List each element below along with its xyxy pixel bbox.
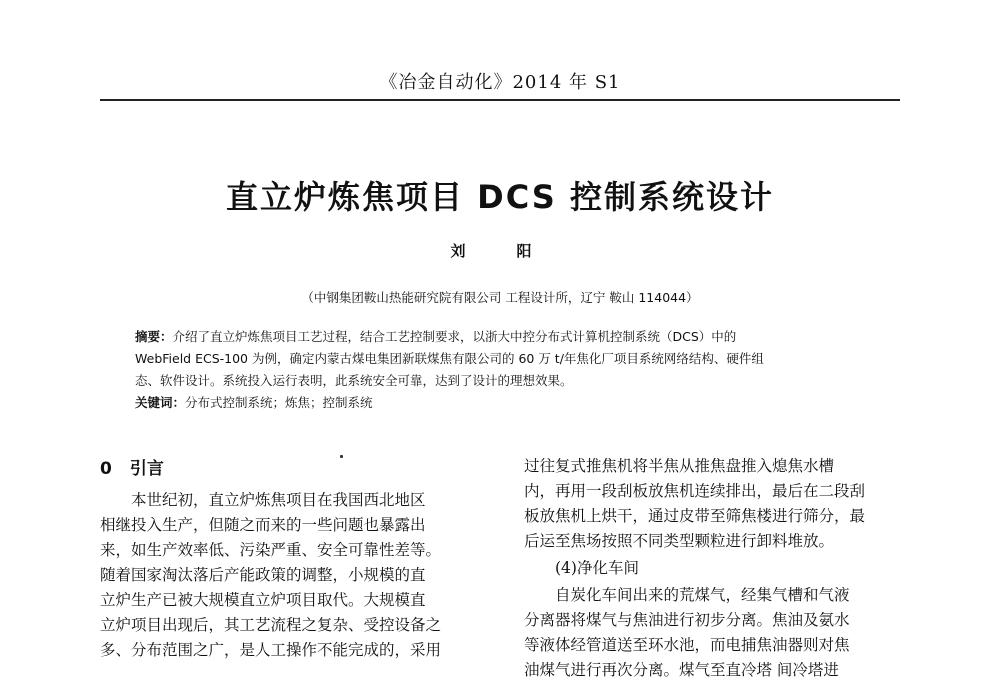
- body-line: 随着国家淘汰落后产能政策的调整，小规模的直: [100, 566, 426, 584]
- body-line: 后运至焦场按照不同类型颗粒进行卸料堆放。: [524, 532, 835, 550]
- body-line: 多、分布范围之广，是人工操作不能完成的，采用: [100, 641, 442, 659]
- abstract-label: 摘要：: [135, 329, 173, 344]
- abstract-line-2: WebField ECS-100 为例，确定内蒙古煤电集团新联煤焦有限公司的 60 万 t/年焦化厂项目系统网络结构、硬件组: [135, 351, 764, 366]
- body-line: 本世纪初，直立炉炼焦项目在我国西北地区: [131, 491, 426, 509]
- body-line: 相继投入生产，但随之而来的一些问题也暴露出: [100, 516, 426, 534]
- article-author: 刘 阳: [450, 242, 550, 260]
- body-line: 内，再用一段刮板放焦机连续排出，最后在二段刮: [524, 482, 866, 500]
- body-column-right: [524, 454, 912, 683]
- abstract-line-3: 态、软件设计。系统投入运行表明，此系统安全可靠，达到了设计的理想效果。: [135, 373, 573, 388]
- abstract-text: 介绍了直立炉炼焦项目工艺过程，结合工艺控制要求，以浙大中控分布式计算机控制系统（DCS）中的: [172, 329, 737, 344]
- abstract-line-1: [135, 326, 875, 348]
- article-title: 直立炉炼焦项目 DCS 控制系统设计: [226, 178, 774, 216]
- body-line: 分离器将煤气与焦油进行初步分离。焦油及氨水: [524, 611, 850, 629]
- section-number: 0: [100, 459, 112, 479]
- keywords-line: [135, 392, 875, 414]
- section-title: 引言: [129, 459, 164, 479]
- header-rule: [100, 99, 900, 101]
- abstract-block: [135, 326, 875, 414]
- body-line: 立炉生产已被大规模直立炉项目取代。大规模直: [100, 591, 426, 609]
- body-line: 过往复式推焦机将半焦从推焦盘推入熄焦水槽: [524, 457, 835, 475]
- body-column-left: [100, 457, 488, 663]
- body-line: 立炉项目出现后，其工艺流程之复杂、受控设备之: [100, 616, 442, 634]
- body-line: 板放焦机上烘干，通过皮带至筛焦楼进行筛分，最: [524, 507, 866, 525]
- journal-header: 《冶金自动化》2014 年 S1: [379, 72, 621, 93]
- body-line: 等液体经管道送至环水池，而电捕焦油器则对焦: [524, 636, 850, 654]
- body-line: 油煤气进行再次分离。煤气至直冷塔 间冷塔进: [524, 661, 839, 679]
- section-heading-introduction: [100, 457, 488, 482]
- subsection-heading-purification: (4)净化车间: [555, 559, 639, 577]
- keywords-text: 分布式控制系统；炼焦；控制系统: [185, 395, 373, 410]
- keywords-label: 关键词：: [135, 395, 186, 410]
- scan-speck: [340, 455, 343, 458]
- body-line: 来，如生产效率低、污染严重、安全可靠性差等。: [100, 541, 442, 559]
- article-affiliation: （中钢集团鞍山热能研究院有限公司 工程设计所，辽宁 鞍山 114044）: [301, 290, 699, 305]
- body-line: 自炭化车间出来的荒煤气，经集气槽和气液: [555, 586, 850, 604]
